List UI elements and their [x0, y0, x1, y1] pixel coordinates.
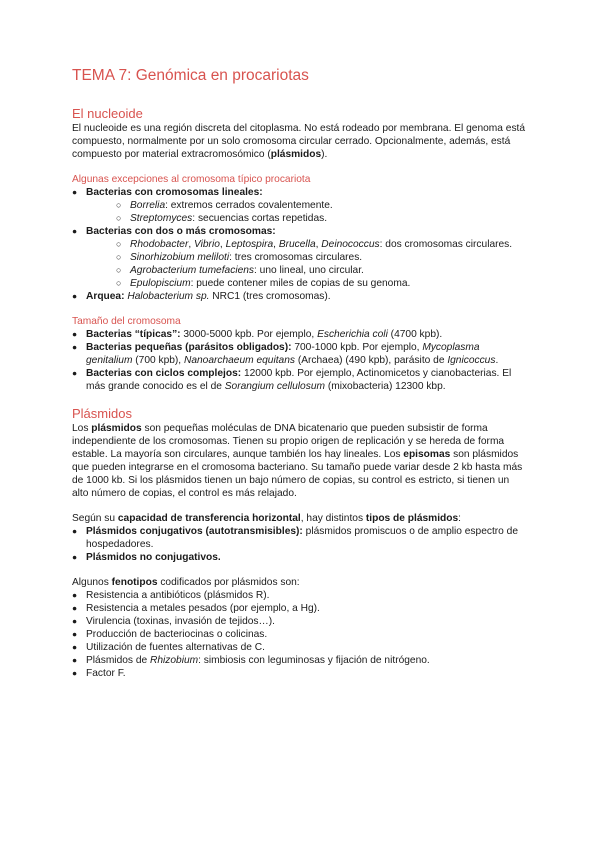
list-item: ● Resistencia a antibióticos (plásmidos R). — [72, 589, 528, 602]
heading-excepciones: Algunas excepciones al cromosoma típico procariota — [72, 174, 311, 185]
sublist — [86, 238, 528, 290]
sublist — [86, 199, 528, 225]
list-item: ● Plásmidos de Rhizobium: simbiosis con leguminosas y fijación de nitrógeno. — [72, 654, 528, 667]
list-item: ○ Sinorhizobium meliloti: tres cromosomas circulares. — [86, 251, 528, 264]
list-item: ○ Rhodobacter, Vibrio, Leptospira, Brucella, Deinococcus: dos cromosomas circulares. — [86, 238, 528, 251]
list-item: ● Plásmidos conjugativos (autotransmisibles): plásmidos promiscuos o de amplio espectro de hospedadores. — [72, 525, 528, 551]
list-item: ● Bacterias con cromosomas lineales: ○ Borrelia: extremos cerrados covalentemente. ○ Streptomyces: secuencias cortas repetidas. — [72, 186, 528, 225]
list-item: ● Plásmidos no conjugativos. — [72, 551, 528, 564]
list-item: ● Bacterias pequeñas (parásitos obligados): 700-1000 kpb. Por ejemplo, Mycoplasma genitalium (700 kpb), Nanoarchaeum equitans (Archaea) (490 kpb), parásito de Ignicoccus. — [72, 341, 528, 367]
document-page — [72, 66, 528, 680]
tamano-list — [72, 328, 528, 393]
paragraph-transferencia: Según su capacidad de transferencia horizontal, hay distintos tipos de plásmidos: — [72, 513, 462, 524]
heading-tamano: Tamaño del cromosoma — [72, 316, 181, 327]
tipos-list — [72, 525, 528, 564]
list-item: ○ Epulopiscium: puede contener miles de copias de su genoma. — [86, 277, 528, 290]
list-item: ○ Borrelia: extremos cerrados covalentemente. — [86, 199, 528, 212]
paragraph-plasmidos: Los plásmidos son pequeñas moléculas de DNA bicatenario que pueden subsistir de forma independiente de los cromosomas. Tienen su propio origen de replicación y se hereda de forma estable. La mayoría son circulares, aunque también los hay lineales. Los episomas son plásmidos que pueden integrarse en el cromosoma bacteriano. Su tamaño puede variar desde 2 kb hasta más de 1000 kb. Si los plásmidos tienen un bajo número de copias, su control es estricto, si tienen un alto número de copias, el control es más relajado. — [72, 423, 523, 499]
fenotipos-list — [72, 589, 528, 680]
list-item: ○ Agrobacterium tumefaciens: uno lineal, uno circular. — [86, 264, 528, 277]
list-item: ● Producción de bacteriocinas o colicinas. — [72, 628, 528, 641]
list-item: ● Bacterias con ciclos complejos: 12000 kpb. Por ejemplo, Actinomicetos y cianobacterias. El más grande conocido es el de Sorangium cellulosum (mixobacteria) 12300 kbp. — [72, 367, 528, 393]
excepciones-list — [72, 186, 528, 303]
list-item: ● Factor F. — [72, 667, 528, 680]
paragraph-nucleoide: El nucleoide es una región discreta del citoplasma. No está rodeado por membrana. El genoma está compuesto, normalmente por un solo cromosoma circular cerrado. Opcionalmente, además, está compuesto por material extracromosómico (plásmidos). — [72, 123, 526, 160]
page-title: TEMA 7: Genómica en procariotas — [72, 67, 309, 84]
paragraph-fenotipos: Algunos fenotipos codificados por plásmidos son: — [72, 577, 300, 588]
list-item: ● Resistencia a metales pesados (por ejemplo, a Hg). — [72, 602, 528, 615]
list-item: ● Utilización de fuentes alternativas de C. — [72, 641, 528, 654]
heading-nucleoide: El nucleoide — [72, 106, 143, 121]
list-item: ● Bacterias “típicas”: 3000-5000 kpb. Por ejemplo, Escherichia coli (4700 kpb). — [72, 328, 528, 341]
list-item: ● Arquea: Halobacterium sp. NRC1 (tres cromosomas). — [72, 290, 528, 303]
list-item: ● Bacterias con dos o más cromosomas: ○ Rhodobacter, Vibrio, Leptospira, Brucella, Deinococcus: dos cromosomas circulares. ○ Sinorhizobium meliloti: tres cromosomas circulares. ○ Agrobacterium tumefaciens: uno lineal, uno circular. ○ Epulopiscium: puede contener miles de copias de su genoma. — [72, 225, 528, 290]
list-item: ○ Streptomyces: secuencias cortas repetidas. — [86, 212, 528, 225]
list-item: ● Virulencia (toxinas, invasión de tejidos…). — [72, 615, 528, 628]
heading-plasmidos: Plásmidos — [72, 406, 132, 421]
